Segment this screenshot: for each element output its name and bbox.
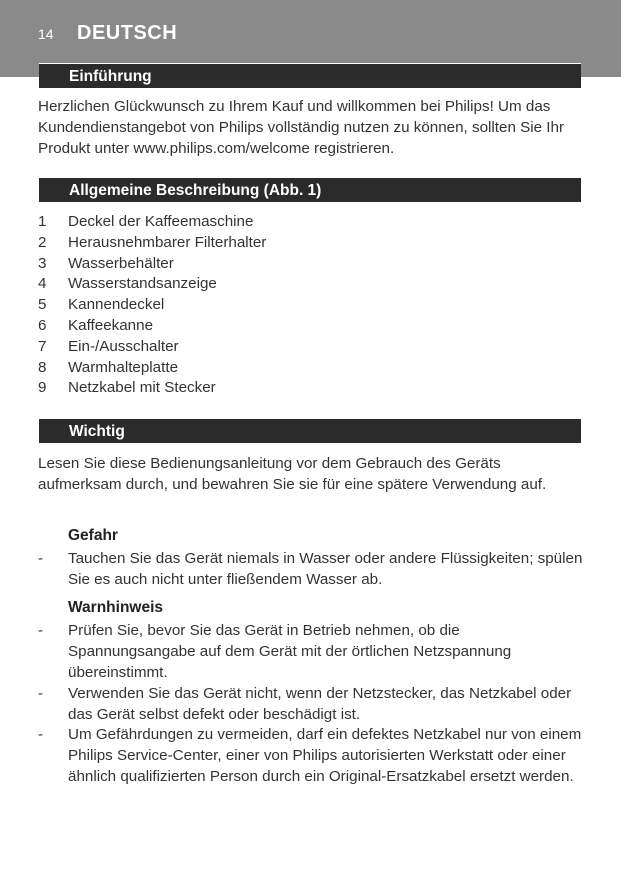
- warning-bullet: - Verwenden Sie das Gerät nicht, wenn der Netzstecker, das Netzkabel oder das Gerät selbst defekt oder beschädigt ist.: [38, 685, 572, 723]
- section-heading-intro: Einführung: [39, 63, 581, 88]
- section-heading-description: Allgemeine Beschreibung (Abb. 1): [39, 177, 581, 202]
- list-item: 8 Warmhalteplatte: [38, 358, 179, 376]
- list-item: 3 Wasserbehälter: [38, 254, 174, 272]
- danger-bullet: - Tauchen Sie das Gerät niemals in Wasser oder andere Flüssigkeiten; spülen Sie es auch nicht unter fließendem Wasser ab.: [38, 550, 583, 588]
- page-number: 14: [38, 26, 54, 42]
- list-item: 1 Deckel der Kaffeemaschine: [38, 213, 254, 230]
- list-item: 2 Herausnehmbarer Filterhalter: [38, 233, 267, 251]
- danger-heading: Gefahr: [68, 527, 118, 544]
- warning-bullet: - Um Gefährdungen zu vermeiden, darf ein defektes Netzkabel nur von einem Philips Service-Center, einer von Philips autorisierten Werkstatt oder einer ähnlich qualifizierten Person durch ein Original-Ersatzkabel ersetzt werden.: [38, 726, 582, 785]
- list-item: 9 Netzkabel mit Stecker: [38, 379, 216, 397]
- important-paragraph: Lesen Sie diese Bedienungsanleitung vor dem Gebrauch des Geräts aufmerksam durch, und bewahren Sie sie für eine spätere Verwendung auf.: [38, 455, 547, 493]
- warning-bullet: - Prüfen Sie, bevor Sie das Gerät in Betrieb nehmen, ob die Spannungsangabe auf dem Gerät mit der örtlichen Netzspannung übereinstimmt.: [38, 622, 512, 681]
- list-item: 6 Kaffeekanne: [38, 316, 154, 334]
- warning-heading: Warnhinweis: [68, 599, 164, 616]
- parts-list: [38, 212, 266, 399]
- list-item: 7 Ein-/Ausschalter: [38, 337, 179, 355]
- intro-paragraph: Herzlichen Glückwunsch zu Ihrem Kauf und willkommen bei Philips! Um das Kundendienstangebot von Philips vollständig nutzen zu können, sollten Sie Ihr Produkt unter www.philips.com/welcome registrieren.: [38, 98, 565, 157]
- list-item: 4 Wasserstandsanzeige: [38, 275, 217, 293]
- section-heading-important: Wichtig: [39, 418, 581, 443]
- language-heading: DEUTSCH: [77, 22, 178, 44]
- list-item: 5 Kannendeckel: [38, 296, 165, 314]
